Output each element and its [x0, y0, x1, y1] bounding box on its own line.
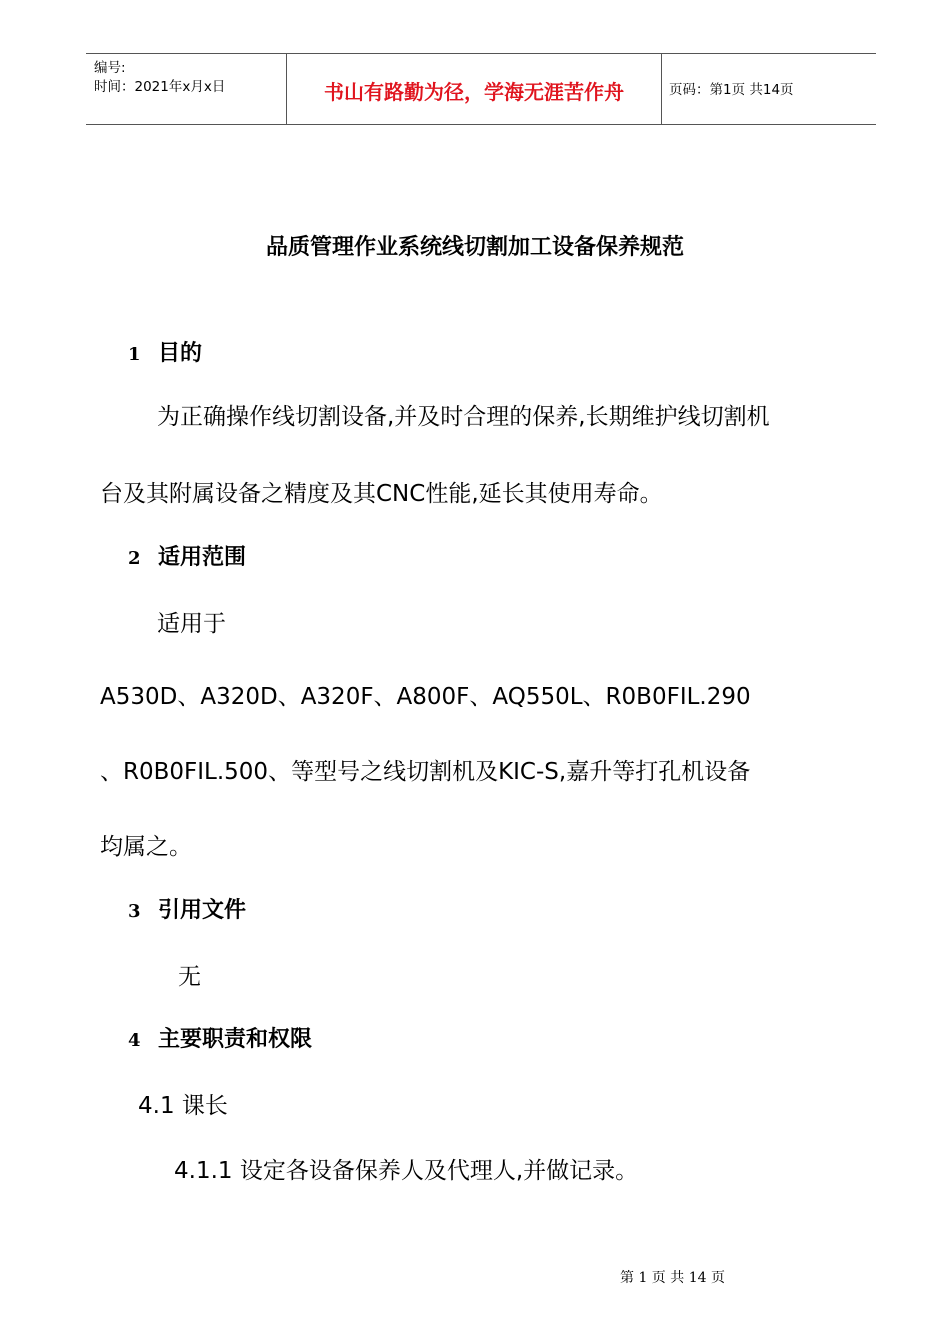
- page-header: [86, 53, 876, 125]
- section-1-text-line-1: 为正确操作线切割设备,并及时合理的保养,长期维护线切割机: [157, 404, 770, 430]
- section-2-title: 适用范围: [158, 545, 247, 570]
- header-page-cell: [661, 54, 876, 124]
- section-3-text: 无: [178, 964, 201, 990]
- section-4-heading: [128, 1022, 312, 1053]
- section-2-text-line-2: A530D、A320D、A320F、A800F、AQ550L、R0B0FIL.290: [100, 684, 751, 710]
- section-2-text-line-1: 适用于: [157, 611, 226, 637]
- section-1-title: 目的: [158, 341, 203, 366]
- code-label: 编号:: [94, 60, 126, 76]
- section-2-text-line-4: 均属之。: [100, 834, 192, 860]
- page-footer-number: 第 1 页 共 14 页: [620, 1270, 725, 1286]
- section-1-heading: [128, 336, 202, 367]
- section-2-number: 2: [128, 548, 141, 569]
- subsection-4-1: 4.1 课长: [138, 1093, 228, 1119]
- section-2-heading: [128, 540, 246, 571]
- subsection-4-1-1: 4.1.1 设定各设备保养人及代理人,并做记录。: [174, 1158, 639, 1184]
- document-title: 品质管理作业系统线切割加工设备保养规范: [265, 235, 684, 260]
- section-4-number: 4: [128, 1030, 141, 1051]
- header-page-label: 页码：第1页 共14页: [669, 82, 794, 98]
- header-meta: [94, 54, 286, 124]
- header-motto-cell: [286, 54, 662, 124]
- section-3-number: 3: [128, 901, 141, 922]
- section-3-heading: [128, 893, 246, 924]
- section-3-title: 引用文件: [158, 898, 247, 923]
- motto-text: 书山有路勤为径，学海无涯苦作舟: [324, 80, 624, 104]
- section-2-text-line-3: 、R0B0FIL.500、等型号之线切割机及KIC-S,嘉升等打孔机设备: [100, 759, 751, 785]
- time-label: 时间：2021年x月x日: [94, 79, 226, 95]
- section-4-title: 主要职责和权限: [158, 1027, 313, 1052]
- section-1-number: 1: [128, 344, 141, 365]
- section-1-text-line-2: 台及其附属设备之精度及其CNC性能,延长其使用寿命。: [100, 481, 663, 507]
